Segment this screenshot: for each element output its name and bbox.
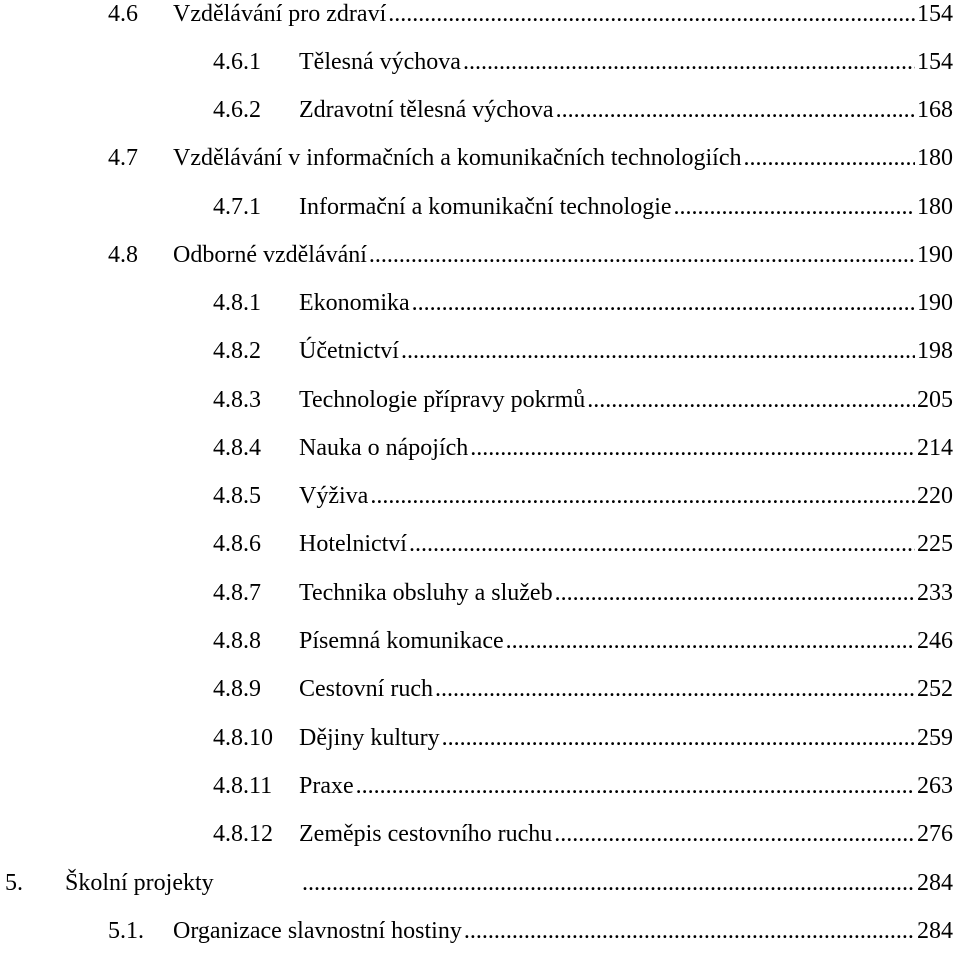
dot-leader [556,90,915,130]
toc-entry-title: Hotelnictví [299,531,407,557]
toc-entry[interactable] [213,621,953,661]
toc-entry-title: Písemná komunikace [299,628,504,654]
toc-entry-number: 4.8.9 [213,676,261,702]
toc-entry-title: Odborné vzdělávání [173,242,367,268]
toc-entry[interactable] [213,283,953,323]
toc-entry-title: Cestovní ruch [299,676,433,702]
toc-entry[interactable] [213,669,953,709]
toc-entry-title: Vzdělávání v informačních a komunikačních technologiích [173,145,742,171]
dot-leader [435,669,915,709]
toc-entry-number: 4.8.11 [213,773,273,799]
toc-entry-number: 4.7.1 [213,194,261,220]
toc-entry-number: 4.8.7 [213,580,261,606]
toc-entry-title: Nauka o nápojích [299,435,469,461]
toc-entry[interactable] [213,476,953,516]
toc-entry-number: 4.6 [108,1,138,27]
toc-entry-page: 198 [917,338,953,364]
toc-entry-number: 4.8.4 [213,435,261,461]
toc-entry-title: Účetnictví [299,338,399,364]
dot-leader [674,187,915,227]
toc-entry[interactable] [213,331,953,371]
toc-entry-page: 154 [917,1,953,27]
toc-entry-title: Zeměpis cestovního ruchu [299,821,553,847]
toc-entry[interactable] [108,138,953,178]
toc-entry-number: 4.6.1 [213,49,261,75]
toc-entry-number: 4.8.2 [213,338,261,364]
dot-leader [587,380,915,420]
dot-leader [409,524,915,564]
toc-entry[interactable] [213,718,953,758]
toc-entry-number: 5.1. [108,918,144,944]
dot-leader [554,814,915,854]
toc-entry[interactable] [213,766,953,806]
toc-entry[interactable] [213,428,953,468]
toc-entry-page: 259 [917,725,953,751]
toc-entry-title: Školní projekty [65,870,214,896]
toc-entry-page: 180 [917,194,953,220]
toc-entry-title: Dějiny kultury [299,725,440,751]
toc-entry[interactable] [213,187,953,227]
dot-leader [463,42,915,82]
toc-entry-page: 154 [917,49,953,75]
dot-leader [356,766,915,806]
toc-entry-number: 4.8 [108,242,138,268]
toc-entry-page: 233 [917,580,953,606]
dot-leader [370,476,915,516]
toc-entry-title: Organizace slavnostní hostiny [173,918,462,944]
toc-entry-number: 4.7 [108,145,138,171]
toc-entry-title: Technika obsluhy a služeb [299,580,553,606]
toc-entry-number: 4.8.10 [213,725,273,751]
dot-leader [401,331,915,371]
toc-entry-number: 4.8.1 [213,290,261,316]
dot-leader [470,428,915,468]
toc-entry-title: Tělesná výchova [299,49,461,75]
toc-entry-page: 252 [917,676,953,702]
toc-entry-title: Technologie přípravy pokrmů [299,387,586,413]
toc-entry-page: 168 [917,97,953,123]
toc-entry-page: 284 [917,870,953,896]
toc-entry-page: 205 [917,387,953,413]
dot-leader [388,0,915,34]
toc-entry[interactable] [213,42,953,82]
dot-leader [442,718,915,758]
toc-entry-number: 4.8.6 [213,531,261,557]
toc-entry-number: 5. [5,870,23,896]
toc-entry-page: 190 [917,290,953,316]
toc-entry-page: 190 [917,242,953,268]
toc-entry-page: 276 [917,821,953,847]
toc-entry-number: 4.8.3 [213,387,261,413]
dot-leader [369,235,915,275]
toc-entry-number: 4.6.2 [213,97,261,123]
toc-entry-page: 246 [917,628,953,654]
toc-entry-title: Výživa [299,483,369,509]
toc-entry-page: 225 [917,531,953,557]
toc-entry-title: Praxe [299,773,354,799]
toc-entry-number: 4.8.5 [213,483,261,509]
dot-leader [412,283,915,323]
toc-entry-page: 180 [917,145,953,171]
toc-entry-number: 4.8.8 [213,628,261,654]
toc-entry-page: 220 [917,483,953,509]
toc-entry[interactable] [5,863,953,903]
toc-entry[interactable] [213,814,953,854]
toc-entry-title: Zdravotní tělesná výchova [299,97,554,123]
toc-entry[interactable] [213,380,953,420]
toc-entry-title: Informační a komunikační technologie [299,194,672,220]
dot-leader [506,621,915,661]
dot-leader [464,911,915,951]
dot-leader [555,573,915,613]
toc-entry[interactable] [108,0,953,34]
toc-entry-title: Vzdělávání pro zdraví [173,1,387,27]
toc-entry[interactable] [213,573,953,613]
toc-entry-title: Ekonomika [299,290,410,316]
toc-entry[interactable] [108,235,953,275]
dot-leader [302,863,915,903]
toc-entry-page: 284 [917,918,953,944]
toc-entry[interactable] [108,911,953,951]
toc-entry[interactable] [213,90,953,130]
toc-entry-page: 263 [917,773,953,799]
toc-entry-page: 214 [917,435,953,461]
toc-entry[interactable] [213,524,953,564]
dot-leader [743,138,915,178]
toc-entry-number: 4.8.12 [213,821,273,847]
